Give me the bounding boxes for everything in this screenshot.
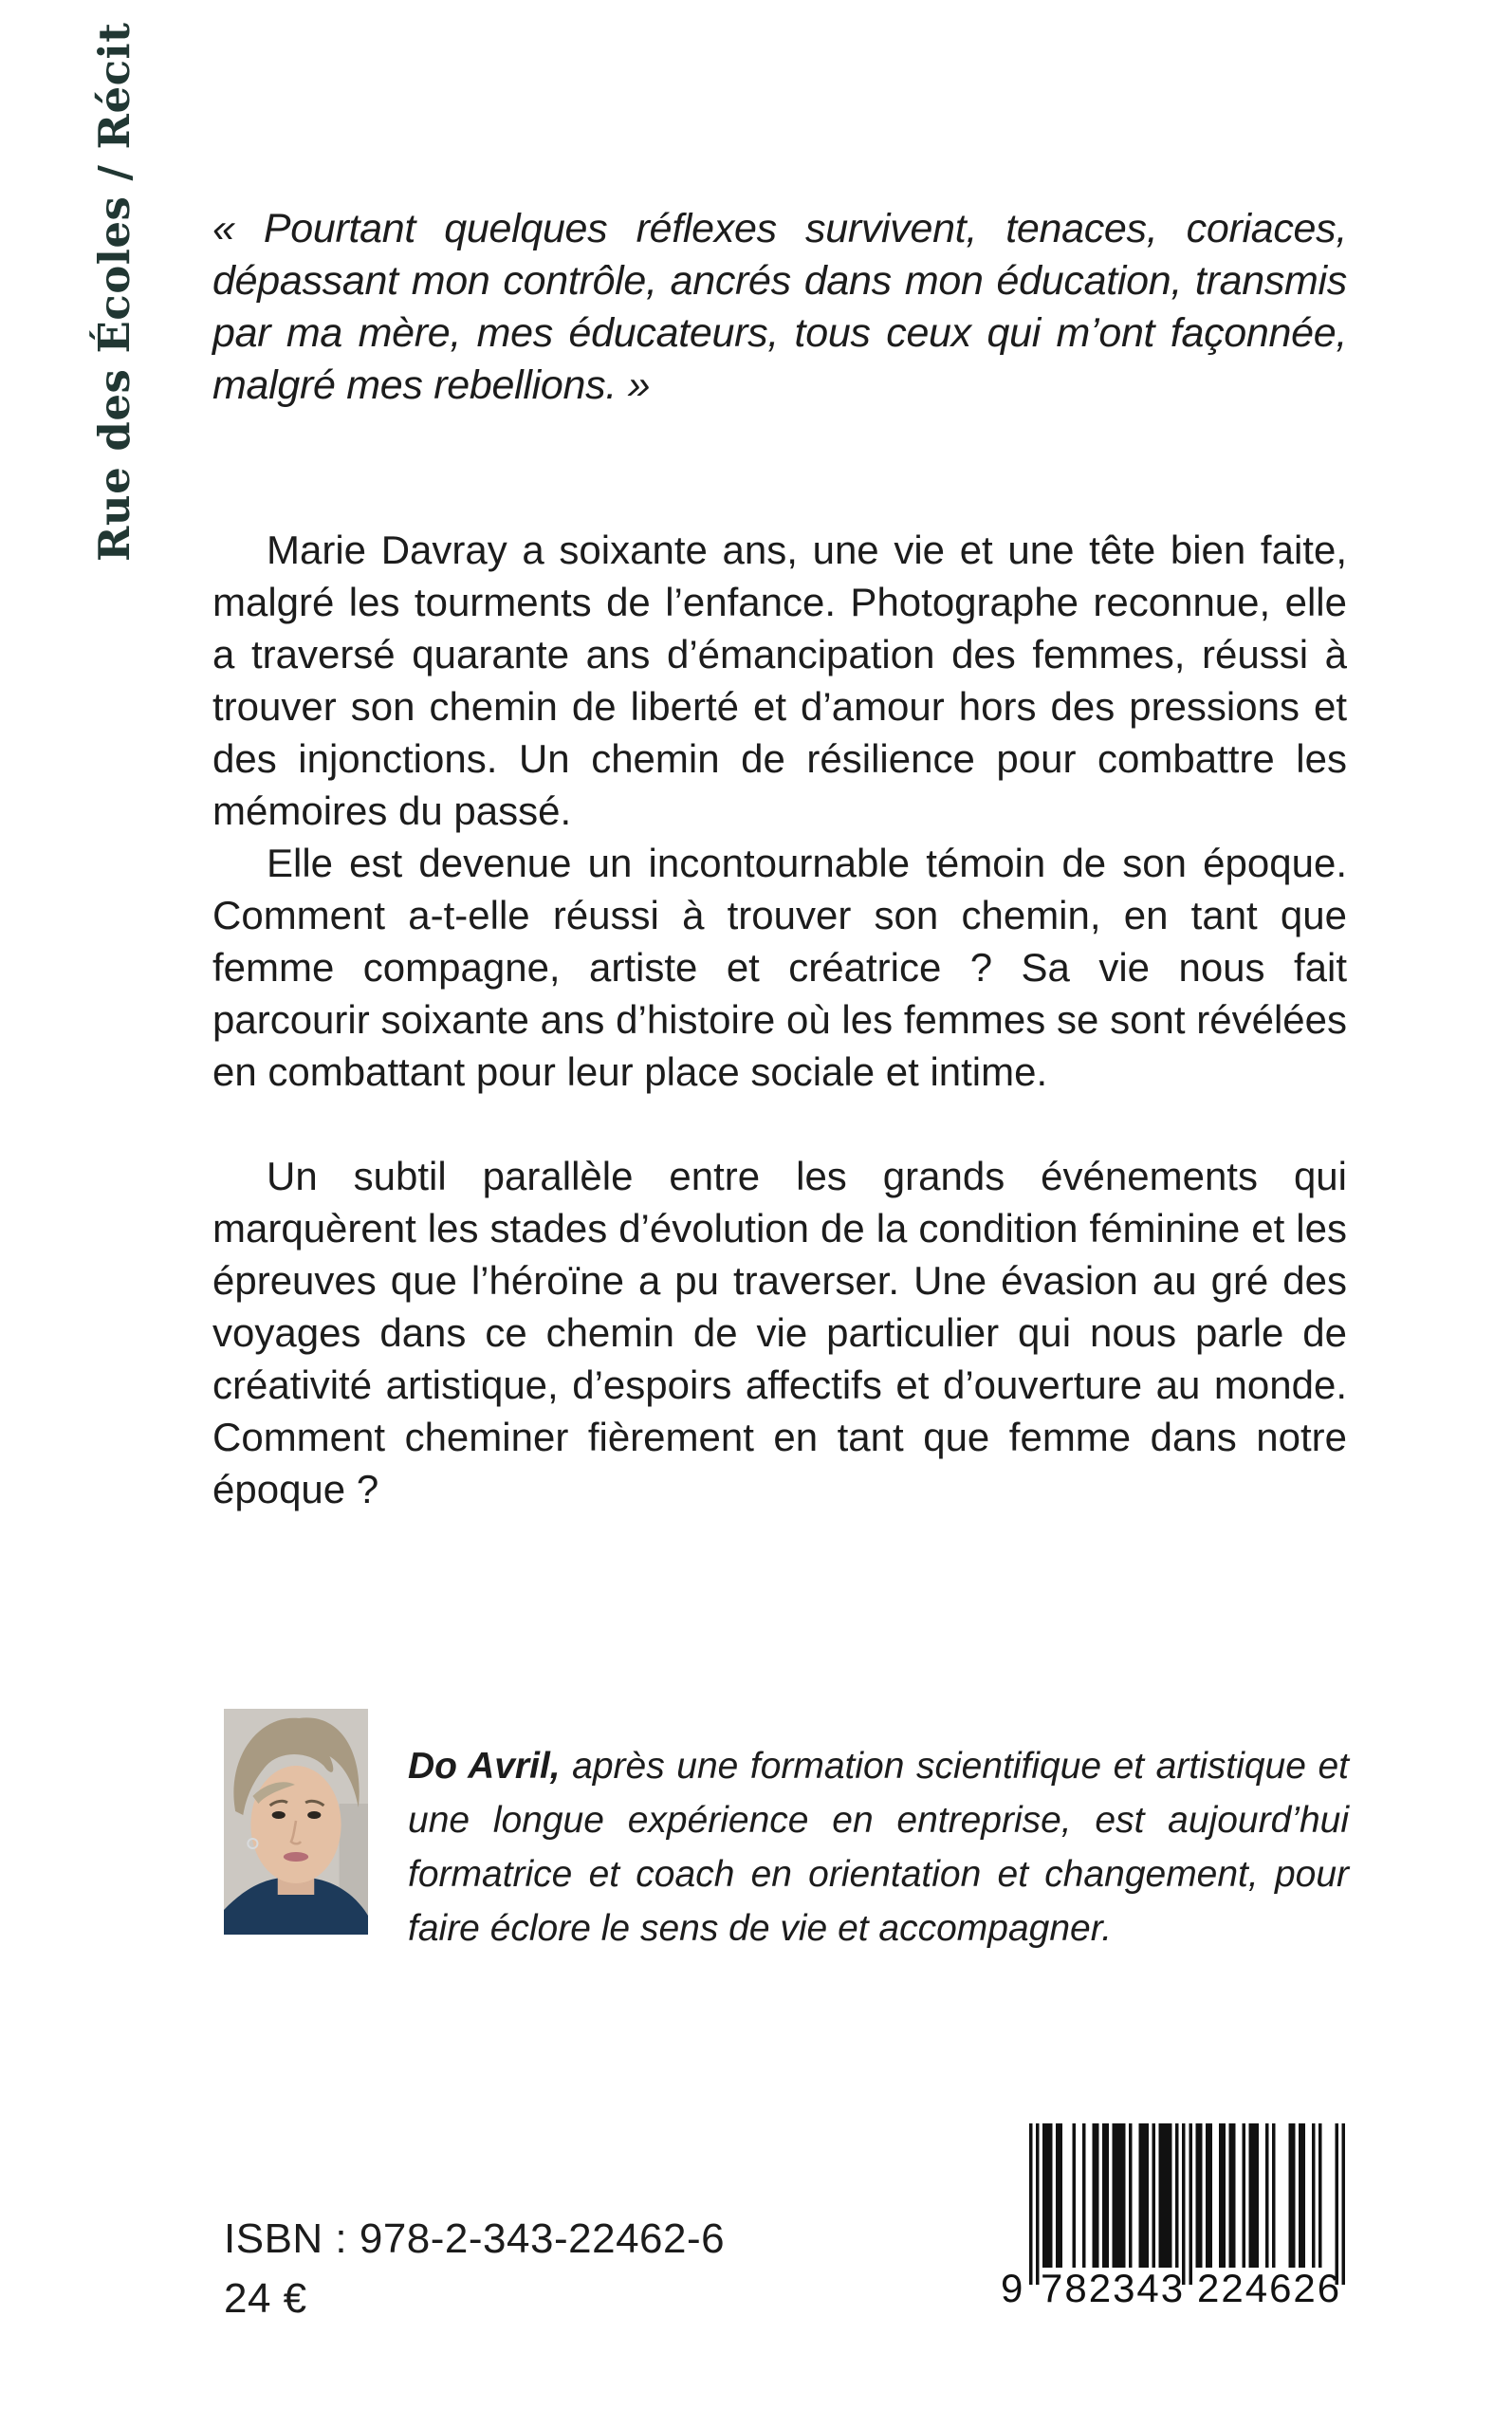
- synopsis-paragraph-3: Un subtil parallèle entre les grands événements qui marquèrent les stades d’évolution de la condition féminine et les épreuves que l’héroïne a pu traverser. Une évasion au gré des voyages dans ce chemin de vie particulier qui nous parle de créativité artistique, d’espoirs affectifs et d’ouverture au monde. Comment cheminer fièrement en tant que femme dans notre époque ?: [212, 1154, 1347, 1511]
- isbn-text: ISBN : 978-2-343-22462-6: [224, 2215, 726, 2262]
- synopsis: [212, 524, 1347, 1515]
- author-photo: [224, 1709, 368, 1935]
- portrait-eye-left: [272, 1811, 286, 1819]
- author-bio-text: après une formation scientifique et artistique et une longue expérience en entreprise, est aujourd’hui formatrice et coach en orientation et changement, pour faire éclore le sens de vie et accompagner.: [408, 1746, 1349, 1949]
- author-section: [224, 1709, 1349, 1974]
- ean13-barcode: [1001, 2123, 1347, 2313]
- portrait-eye-right: [307, 1811, 321, 1819]
- epigraph-quote: « Pourtant quelques réflexes survivent, tenaces, coriaces, dépassant mon contrôle, ancrés dans mon éducation, transmis par ma mère, mes éducateurs, tous ceux qui m’ont façonnée, malgré mes rebellions. »: [212, 206, 1347, 408]
- barcode-digits: [1001, 2266, 1347, 2313]
- collection-label: Rue des Écoles / Récit: [89, 22, 139, 562]
- synopsis-paragraph-1: Marie Davray a soixante ans, une vie et une tête bien faite, malgré les tourments de l’enfance. Photographe reconnue, elle a traversé quarante ans d’émancipation des femmes, réussi à trouver son chemin de liberté et d’amour hors des pressions et des injonctions. Un chemin de résilience pour combattre les mémoires du passé.: [212, 528, 1347, 833]
- barcode-digits-right: 224626: [1197, 2266, 1342, 2310]
- barcode-digits-left: 782343: [1041, 2266, 1186, 2310]
- author-bio: [408, 1739, 1349, 1955]
- barcode-bars: [1029, 2123, 1345, 2285]
- synopsis-paragraph-2: Elle est devenue un incontournable témoin de son époque. Comment a-t-elle réussi à trouver son chemin, en tant que femme compagne, artiste et créatrice ? Sa vie nous fait parcourir soixante ans d’histoire où les femmes se sont révélées en combattant pour leur place sociale et intime.: [212, 841, 1347, 1094]
- portrait-lips: [284, 1852, 308, 1862]
- author-name: Do Avril,: [408, 1746, 561, 1787]
- barcode-digit-first: 9: [1001, 2266, 1023, 2310]
- price-text: 24 €: [224, 2275, 307, 2322]
